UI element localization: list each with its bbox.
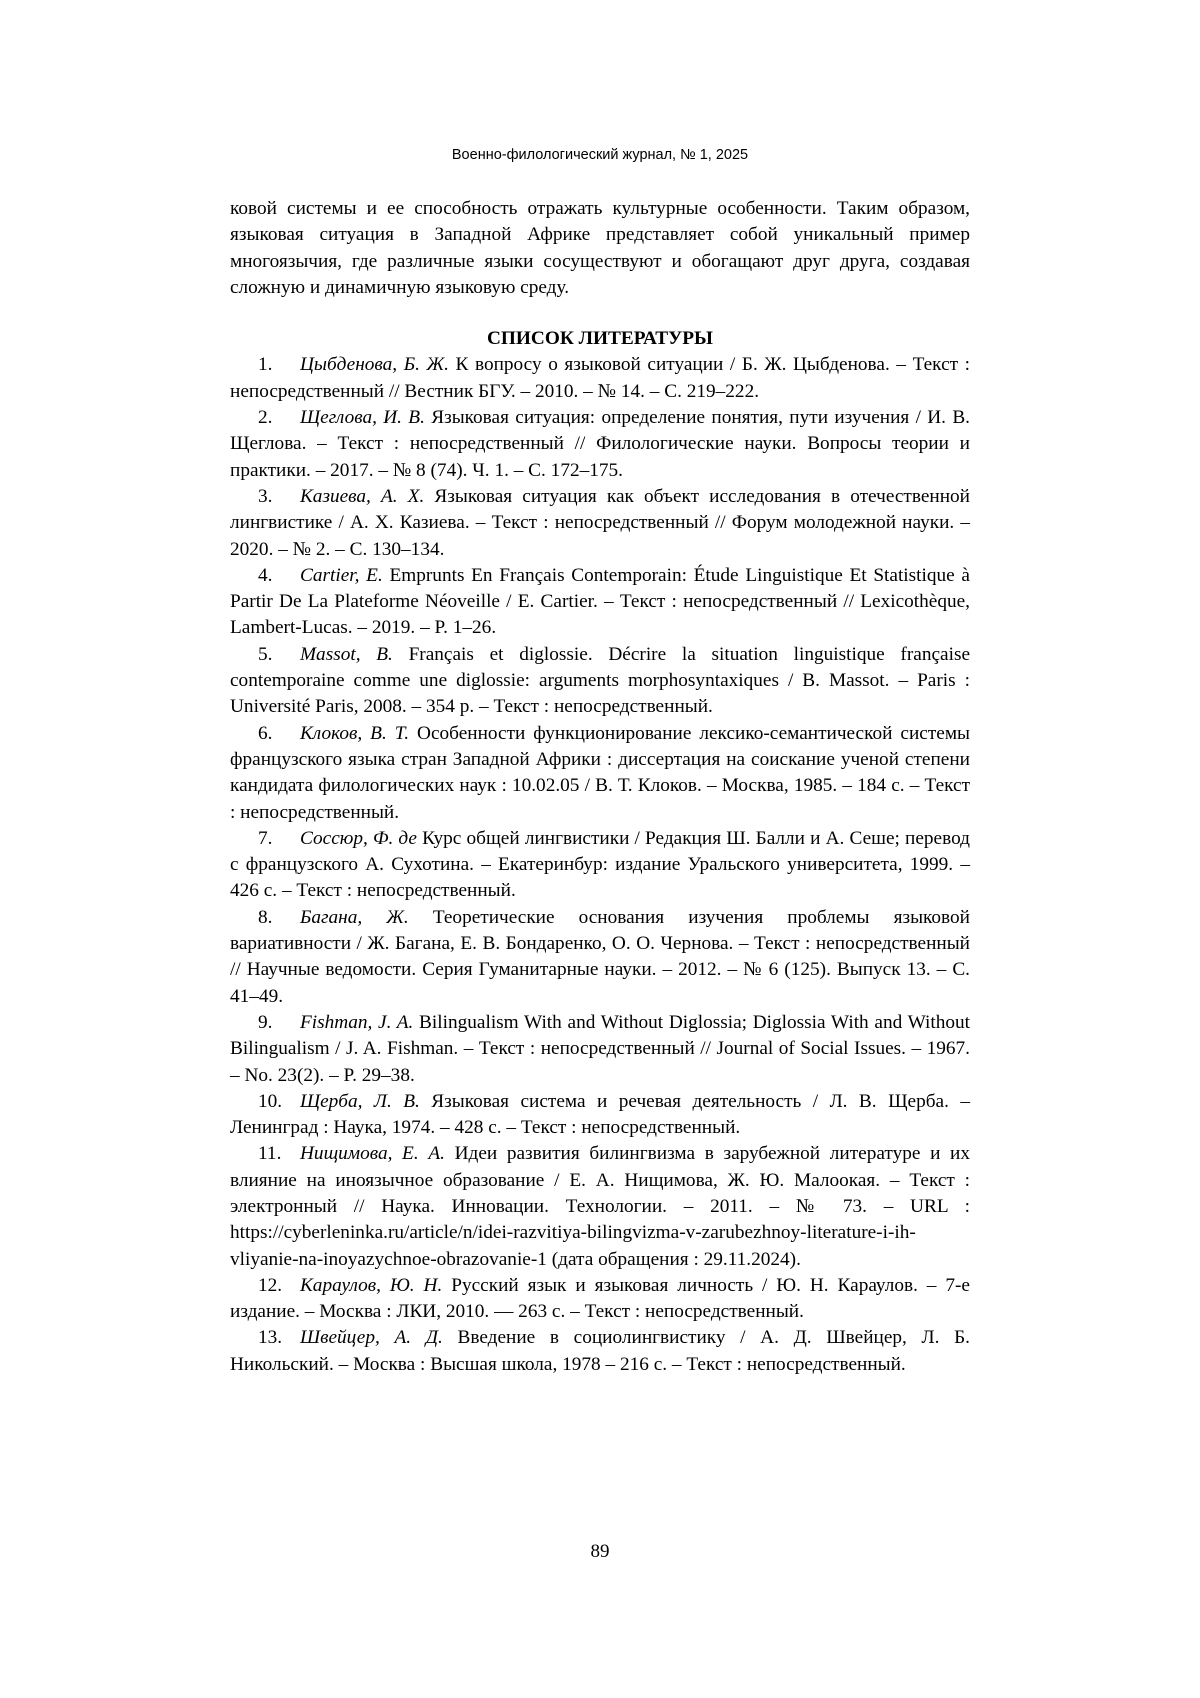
reference-text: Русский язык и языковая личность / Ю. Н. Караулов. – 7-е издание. – Москва : ЛКИ, 2010. –– 263 с. – Текст : непосредственный.: [230, 1274, 970, 1323]
reference-author: Цыбденова, Б. Ж.: [300, 354, 449, 376]
reference-item: [230, 905, 970, 1010]
reference-item: [230, 405, 970, 484]
references-heading: СПИСОК ЛИТЕРАТУРЫ: [487, 328, 713, 350]
reference-author: Казиева, А. Х.: [300, 485, 425, 507]
reference-number: 9.: [258, 1011, 273, 1033]
reference-number: 11.: [258, 1143, 282, 1165]
running-header: Военно-филологический журнал, № 1, 2025: [451, 147, 749, 163]
reference-text: Français et diglossie. Décrire la situation linguistique française contemporaine comme une diglossie: arguments morphosyntaxiques / B. Massot. – Paris : Université Paris, 2008. – 354 p. – Текст : непосредственный.: [230, 643, 971, 718]
reference-text: Особенности функционирование лексико-семантической системы французского языка стран Западной Африки : диссертация на соискание ученой степени кандидата филологических наук : 10.02.05 / В. Т. Клоков. – Москва, 1985. – 184 с. – Текст : непосредственный.: [230, 722, 970, 823]
reference-number: 8.: [258, 906, 273, 928]
reference-item: [230, 1089, 970, 1142]
reference-text: Идеи развития билингвизма в зарубежной литературе и их влияние на иноязычное образование / Е. А. Нищимова, Ж. Ю. Малоокая. – Текст : электронный // Наука. Инновации. Технологии. – 2011. – № 73. – URL : https://cyberleninka.ru/article/n/idei-razvitiya-bilingvizma-v-zarubezhnoy-literature-i-ih-vliyanie-na-inoyazychnoe-obrazovanie-1 (дата обращения : 29.11.2024).: [230, 1143, 970, 1270]
reference-author: Fishman, J. A.: [300, 1011, 414, 1033]
reference-author: Cartier, E.: [300, 564, 383, 586]
reference-author: Massot, B.: [300, 643, 393, 665]
reference-number: 4.: [258, 564, 273, 586]
reference-item: [230, 1010, 970, 1089]
reference-text: Emprunts En Français Contemporain: Étude Linguistique Et Statistique à Partir De La Plateforme Néoveille / E. Cartier. – Текст : непосредственный // Lexicothèque, Lambert-Lucas. – 2019. – P. 1–26.: [230, 564, 970, 639]
reference-text: Языковая система и речевая деятельность / Л. В. Щерба. – Ленинград : Наука, 1974. – 428 с. – Текст : непосредственный.: [230, 1090, 970, 1139]
reference-number: 1.: [258, 354, 273, 376]
page-number: 89: [590, 1541, 610, 1562]
reference-item: [230, 826, 970, 905]
reference-item: [230, 1141, 970, 1272]
reference-number: 7.: [258, 827, 273, 849]
reference-item: [230, 642, 970, 721]
reference-item: [230, 721, 970, 826]
reference-item: [230, 563, 970, 642]
reference-number: 12.: [258, 1274, 283, 1296]
references-list: [230, 352, 970, 1378]
reference-author: Караулов, Ю. Н.: [300, 1274, 443, 1296]
reference-text: К вопросу о языковой ситуации / Б. Ж. Цыбденова. – Текст : непосредственный // Вестник БГУ. – 2010. – № 14. – С. 219–222.: [230, 354, 970, 402]
reference-item: [230, 352, 970, 405]
reference-author: Соссюр, Ф. де: [300, 827, 417, 849]
intro-paragraph: ковой системы и ее способность отражать культурные особенности. Таким образом, языковая ситуация в Западной Африке представляет собой уникальный пример многоязычия, где различные языки сосуществуют и обогащают друг друга, создавая сложную и динамичную языковую среду.: [230, 198, 970, 298]
reference-author: Багана, Ж.: [300, 906, 409, 928]
reference-number: 13.: [258, 1327, 283, 1349]
reference-author: Щерба, Л. В.: [300, 1090, 420, 1112]
reference-number: 6.: [258, 722, 273, 744]
reference-author: Щеглова, И. В.: [300, 407, 425, 429]
reference-text: Введение в социолингвистику / А. Д. Швейцер, Л. Б. Никольский. – Москва : Высшая школа, 1978 – 216 с. – Текст : непосредственный.: [230, 1327, 970, 1375]
reference-text: Языковая ситуация: определение понятия, пути изучения / И. В. Щеглова. – Текст : непосредственный // Филологические науки. Вопросы теории и практики. – 2017. – № 8 (74). Ч. 1. – С. 172–175.: [230, 407, 970, 481]
reference-text: Курс общей лингвистики / Редакция Ш. Балли и А. Сеше; перевод с французского А. Сухотина. – Екатеринбур: издание Уральского университета, 1999. – 426 с. – Текст : непосредственный.: [230, 827, 970, 902]
reference-number: 3.: [258, 485, 273, 507]
reference-author: Нищимова, Е. А.: [300, 1143, 445, 1165]
reference-text: Языковая ситуация как объект исследования в отечественной лингвистике / А. Х. Казиева. – Текст : непосредственный // Форум молодежной науки. – 2020. – № 2. – С. 130–134.: [230, 485, 971, 560]
reference-number: 5.: [258, 643, 273, 665]
reference-item: [230, 1273, 970, 1326]
reference-author: Швейцер, А. Д.: [300, 1327, 443, 1349]
reference-text: Теоретические основания изучения проблемы языковой вариативности / Ж. Багана, Е. В. Бондаренко, О. О. Чернова. – Текст : непосредственный // Научные ведомости. Серия Гуманитарные науки. – 2012. – № 6 (125). Выпуск 13. – С. 41–49.: [230, 906, 970, 1007]
reference-item: [230, 1325, 970, 1378]
reference-item: [230, 484, 970, 563]
reference-number: 2.: [258, 407, 273, 429]
reference-number: 10.: [258, 1090, 283, 1112]
reference-author: Клоков, В. Т.: [300, 722, 410, 744]
page-content: [230, 196, 970, 1378]
reference-text: Bilingualism With and Without Diglossia; Diglossia With and Without Bilingualism / J. A. Fishman. – Текст : непосредственный // Journal of Social Issues. – 1967. – No. 23(2). – P. 29–38.: [230, 1011, 971, 1086]
